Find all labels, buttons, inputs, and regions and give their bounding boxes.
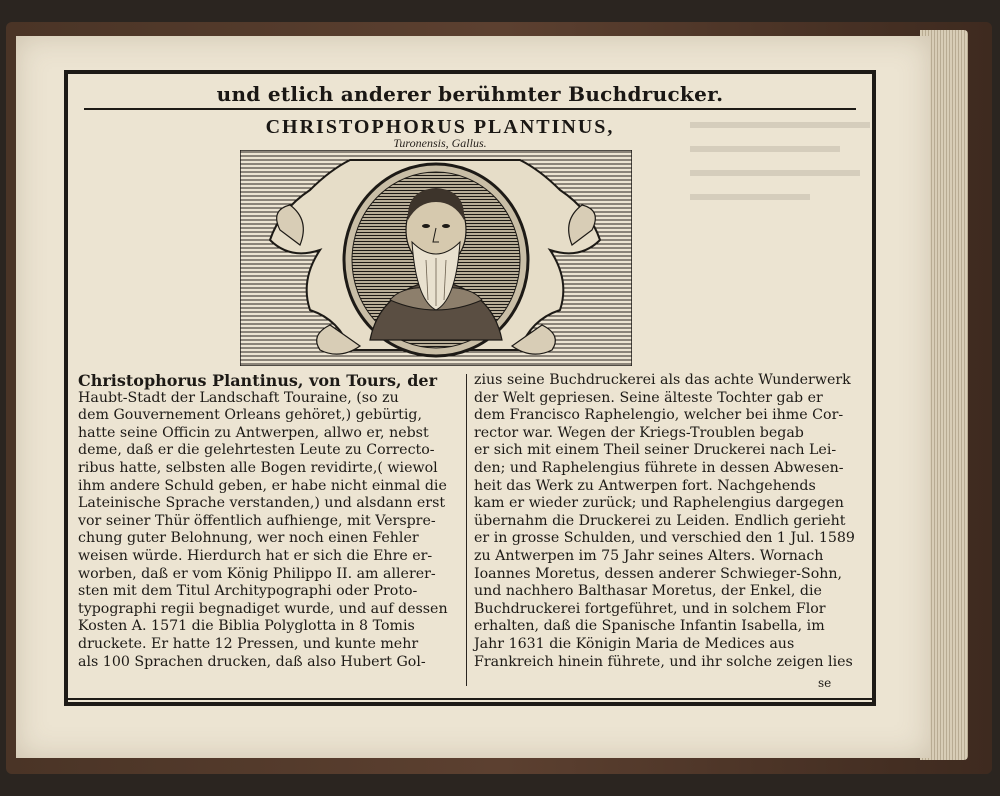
- text-line: weisen würde. Hierdurch hat er sich die Ehre er-: [78, 547, 433, 564]
- text-line: erhalten, daß die Spanische Infantin Isabella, im: [474, 618, 825, 635]
- text-line: dem Francisco Raphelengio, welcher bei ihme Cor-: [474, 407, 844, 424]
- text-line: der Welt gepriesen. Seine älteste Tochter gab er: [474, 389, 823, 406]
- text-line: hatte seine Officin zu Antwerpen, allwo er, nebst: [78, 424, 429, 441]
- text-line: Lateinische Sprache verstanden,) und alsdann erst: [78, 495, 446, 512]
- text-line: übernahm die Druckerei zu Leiden. Endlich gerieht: [474, 512, 846, 529]
- text-column-right: [474, 372, 854, 671]
- column-divider: [466, 374, 467, 686]
- text-line: Ioannes Moretus, dessen anderer Schwieger-Sohn,: [474, 565, 843, 582]
- text-line: ihm andere Schuld geben, er habe nicht einmal die: [78, 477, 447, 494]
- text-line: typographi regii begnadiget wurde, und auf dessen: [78, 600, 448, 617]
- running-head: und etlich anderer berühmter Buchdrucker.: [216, 82, 724, 106]
- bottom-rule: [68, 698, 874, 700]
- text-line: als 100 Sprachen drucken, daß also Hubert Gol-: [78, 653, 426, 670]
- text-line: zu Antwerpen im 75 Jahr seines Alters. Wornach: [474, 547, 824, 564]
- portrait-title: CHRISTOPHORUS PLANTINUS,: [265, 116, 615, 138]
- text-line: Frankreich hinein führete, und ihr solche zeigen lies: [474, 653, 853, 670]
- text-line: rector war. Wegen der Kriegs-Troublen begab: [474, 424, 804, 441]
- text-line: Christophorus Plantinus, von Tours, der: [78, 371, 437, 390]
- text-line: chung guter Belohnung, wer noch einen Fehler: [78, 530, 419, 547]
- text-line: er in grosse Schulden, und verschied den 1 Jul. 1589: [474, 530, 855, 547]
- text-line: Jahr 1631 die Königin Maria de Medices aus: [474, 635, 795, 652]
- text-line: Haubt-Stadt der Landschaft Touraine, (so zu: [78, 389, 399, 406]
- header-rule: [84, 108, 856, 110]
- text-line: worben, daß er vom König Philippo II. am allerer-: [78, 565, 436, 582]
- catchword: se: [818, 676, 832, 690]
- text-line: zius seine Buchdruckerei als das achte Wunderwerk: [474, 372, 851, 388]
- text-line: deme, daß er die gelehrtesten Leute zu Correcto-: [78, 442, 435, 459]
- portrait-subtitle: Turonensis, Gallus.: [393, 136, 487, 150]
- text-line: ribus hatte, selbsten alle Bogen revidirte,( wiewol: [78, 459, 438, 476]
- text-line: vor seiner Thür öffentlich aufhienge, mit Versprе-: [78, 512, 436, 529]
- text-line: heit das Werk zu Antwerpen fort. Nachgehends: [474, 477, 816, 494]
- text-line: er sich mit einem Theil seiner Druckerei nach Lei-: [474, 442, 837, 459]
- text-line: sten mit dem Titul Architypographi oder Proto-: [78, 583, 418, 600]
- text-line: den; und Raphelengius führete in dessen Abwesen-: [474, 459, 844, 476]
- text-line: Kosten A. 1571 die Biblia Polyglotta in 8 Tomis: [78, 618, 415, 635]
- text-line: und nachhero Balthasar Moretus, der Enkel, die: [474, 583, 822, 600]
- text-line: Buchdruckerei fortgeführet, und in solchem Flor: [474, 600, 826, 617]
- text-line: druckete. Er hatte 12 Pressen, und kunte mehr: [78, 635, 419, 652]
- portrait-engraving: [240, 150, 632, 366]
- text-column-left: [78, 372, 470, 671]
- text-line: dem Gouvernement Orleans gehöret,) gebürtig,: [78, 407, 423, 424]
- text-line: kam er wieder zurück; und Raphelengius dargegen: [474, 495, 844, 512]
